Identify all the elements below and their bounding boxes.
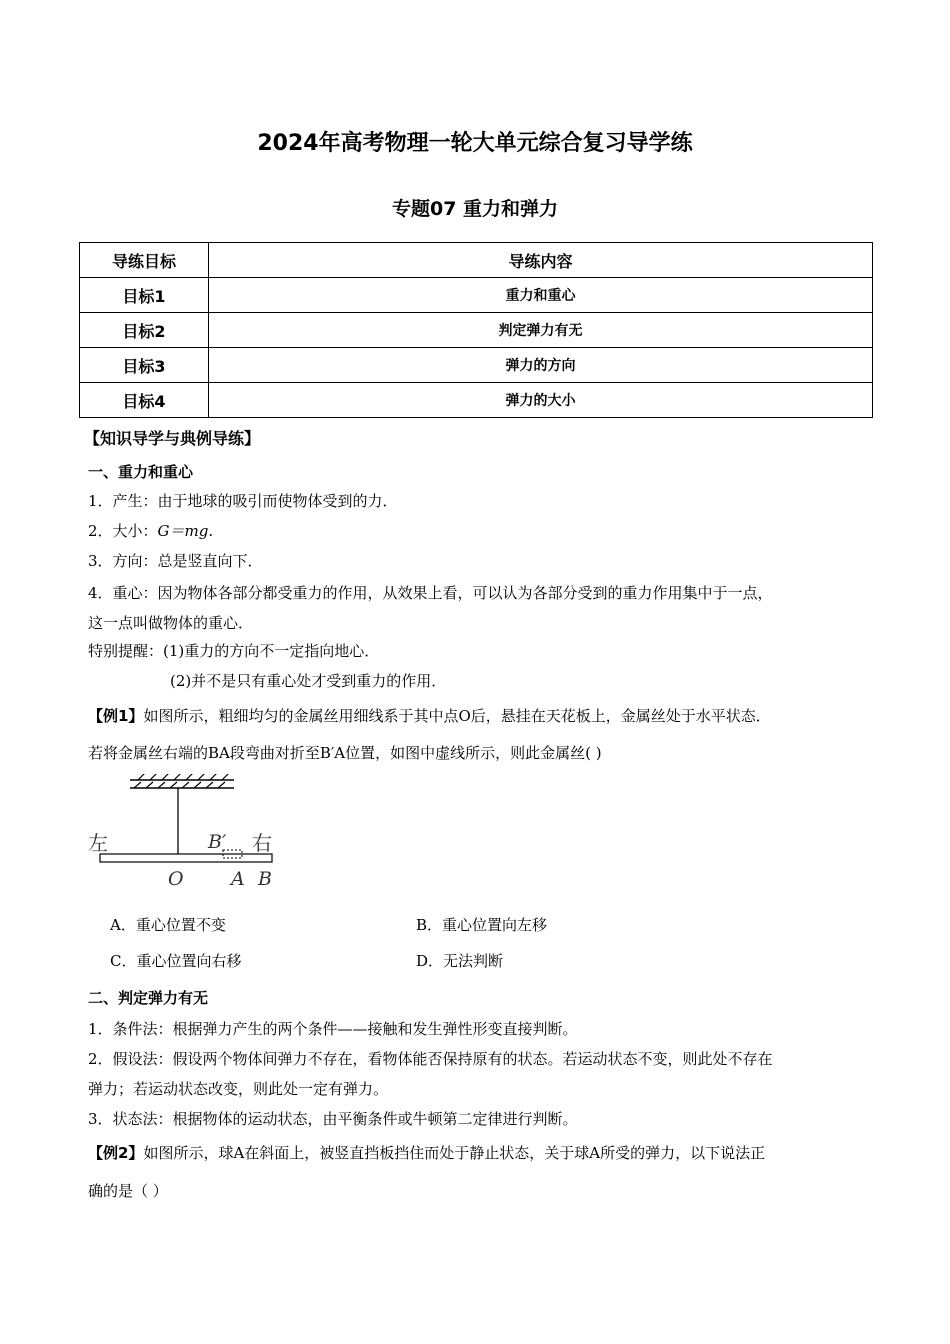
document-title: 2024年高考物理一轮大单元综合复习导学练 bbox=[257, 131, 693, 156]
gravity-formula: G＝mg. bbox=[157, 522, 214, 540]
example2-line: 确的是（ ） bbox=[88, 1182, 168, 1200]
example2-line bbox=[88, 1142, 765, 1163]
section1-paragraph bbox=[88, 520, 213, 541]
label-b-prime: B′ bbox=[208, 831, 227, 853]
knowledge-heading: 【知识导学与典例导练】 bbox=[84, 429, 261, 448]
section2-paragraph: 1．条件法：根据弹力产生的两个条件——接触和发生弹性形变直接判断。 bbox=[88, 1020, 578, 1038]
table-row bbox=[80, 348, 873, 383]
section2-paragraph: 3．状态法：根据物体的运动状态，由平衡条件或牛顿第二定律进行判断。 bbox=[88, 1110, 578, 1128]
section2-paragraph: 弹力；若运动状态改变，则此处一定有弹力。 bbox=[88, 1080, 389, 1098]
section2-paragraph: 2．假设法：假设两个物体间弹力不存在，看物体能否保持原有的状态。若运动状态不变，则此处不存在 bbox=[88, 1050, 773, 1068]
goals-table bbox=[79, 242, 873, 418]
label-a: A bbox=[231, 868, 245, 890]
section1-paragraph: 4．重心：因为物体各部分都受重力的作用，从效果上看，可以认为各部分受到的重力作用集中于一点， bbox=[88, 584, 773, 602]
table-header-row bbox=[80, 243, 873, 278]
option-b[interactable]: B．重心位置向左移 bbox=[416, 916, 548, 934]
special-note: 特别提醒：(1)重力的方向不一定指向地心． bbox=[88, 642, 380, 660]
table-cell-goal: 目标4 bbox=[80, 383, 209, 418]
table-cell-goal: 目标2 bbox=[80, 313, 209, 348]
example1-text: 如图所示，粗细均匀的金属丝用细线系于其中点O后，悬挂在天花板上，金属丝处于水平状态． bbox=[143, 707, 771, 725]
table-row bbox=[80, 313, 873, 348]
table-cell-content: 弹力的大小 bbox=[209, 383, 873, 418]
label-o: O bbox=[168, 868, 184, 890]
table-row bbox=[80, 278, 873, 313]
example2-label: 【例2】 bbox=[88, 1144, 144, 1162]
table-cell-content: 弹力的方向 bbox=[209, 348, 873, 383]
document-subtitle: 专题07 重力和弹力 bbox=[391, 198, 559, 220]
example1-label: 【例1】 bbox=[88, 707, 144, 725]
section1-paragraph: 这一点叫做物体的重心． bbox=[88, 614, 254, 632]
section1-paragraph: 1．产生：由于地球的吸引而使物体受到的力． bbox=[88, 492, 398, 510]
table-header-content: 导练内容 bbox=[209, 243, 873, 278]
hanging-wire-figure bbox=[84, 774, 284, 890]
table-cell-goal: 目标1 bbox=[80, 278, 209, 313]
section2-heading: 二、判定弹力有无 bbox=[88, 989, 209, 1007]
section1-heading: 一、重力和重心 bbox=[88, 463, 194, 481]
metal-wire bbox=[100, 854, 272, 862]
ceiling-hatching bbox=[138, 774, 230, 780]
table-row bbox=[80, 383, 873, 418]
label-b: B bbox=[258, 868, 272, 890]
example2-text: 如图所示，球A在斜面上，被竖直挡板挡住而处于静止状态，关于球A所受的弹力，以下说法正 bbox=[143, 1144, 766, 1162]
formula-prefix: 2．大小： bbox=[88, 522, 158, 540]
table-cell-content: 重力和重心 bbox=[209, 278, 873, 313]
option-d[interactable]: D．无法判断 bbox=[416, 952, 504, 970]
section1-paragraph: 3．方向：总是竖直向下． bbox=[88, 552, 263, 570]
table-cell-goal: 目标3 bbox=[80, 348, 209, 383]
option-c[interactable]: C．重心位置向右移 bbox=[110, 952, 242, 970]
label-right: 右 bbox=[252, 831, 272, 855]
example1-line bbox=[88, 705, 771, 726]
label-left: 左 bbox=[88, 831, 108, 855]
option-a[interactable]: A．重心位置不变 bbox=[110, 916, 226, 934]
example1-line: 若将金属丝右端的BA段弯曲对折至B′A位置，如图中虚线所示，则此金属丝( ) bbox=[88, 744, 602, 762]
table-cell-content: 判定弹力有无 bbox=[209, 313, 873, 348]
table-header-goal: 导练目标 bbox=[80, 243, 209, 278]
special-note: (2)并不是只有重心处才受到重力的作用． bbox=[170, 672, 447, 690]
